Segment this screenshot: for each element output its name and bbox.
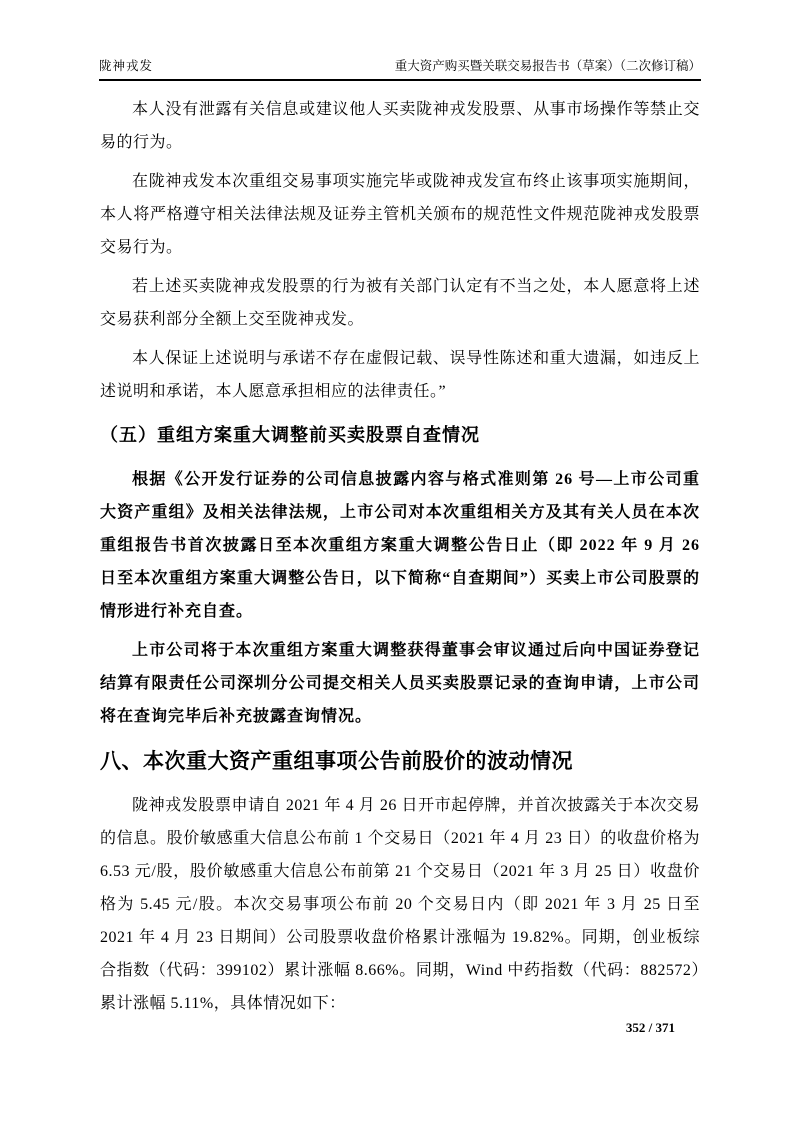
document-content — [100, 93, 700, 1026]
paragraph-no-leak-statement: 本人没有泄露有关信息或建议他人买卖陇神戎发股票、从事市场操作等禁止交易的行为。 — [100, 101, 700, 151]
page-header — [99, 56, 701, 81]
paragraph-self-check-basis: 根据《公开发行证券的公司信息披露内容与格式准则第 26 号—上市公司重大资产重组》及相关法律法规，上市公司对本次重组相关方及其有关人员在本次重组报告书首次披露日至本次重组方案重大调整公告日止（即 2022 年 9 月 26 日至本次重组方案重大调整公告日，以下简称“自查期间”）买卖上市公司股票的情形进行补充自查。 — [100, 471, 700, 620]
section-heading-5-self-check: （五）重组方案重大调整前买卖股票自查情况 — [100, 425, 480, 445]
paragraph-compliance-commitment: 在陇神戎发本次重组交易事项实施完毕或陇神戎发宣布终止该事项实施期间，本人将严格遵守相关法律法规及证券主管机关颁布的规范性文件规范陇神戎发股票交易行为。 — [100, 173, 700, 256]
paragraph-csdc-query: 上市公司将于本次重组方案重大调整获得董事会审议通过后向中国证券登记结算有限责任公司深圳分公司提交相关人员买卖股票记录的查询申请，上市公司将在查询完毕后补充披露查询情况。 — [100, 642, 700, 725]
paragraph-profit-surrender: 若上述买卖陇神戎发股票的行为被有关部门认定有不当之处，本人愿意将上述交易获利部分全额上交至陇神戎发。 — [100, 278, 700, 328]
page-number: 352 / 371 — [625, 1020, 675, 1035]
chapter-heading-8-price-fluctuation: 八、本次重大资产重组事项公告前股价的波动情况 — [100, 750, 573, 773]
paragraph-guarantee: 本人保证上述说明与承诺不存在虚假记载、误导性陈述和重大遗漏，如违反上述说明和承诺，本人愿意承担相应的法律责任。” — [100, 350, 700, 400]
paragraph-price-fluctuation: 陇神戎发股票申请自 2021 年 4 月 26 日开市起停牌，并首次披露关于本次交易的信息。股价敏感重大信息公布前 1 个交易日（2021 年 4 月 23 日）的收盘价格为 6.53 元/股，股价敏感重大信息公布前第 21 个交易日（2021 年 3 月 25 日）收盘价格为 5.45 元/股。本次交易事项公布前 20 个交易日内（即 2021 年 3 月 25 日至 2021 年 4 月 23 日期间）公司股票收盘价格累计涨幅为 19.82%。同期，创业板综合指数（代码：399102）累计涨幅 8.66%。同期，Wind 中药指数（代码：882572）累计涨幅 5.11%，具体情况如下： — [100, 797, 700, 1012]
header-company-name: 陇神戎发 — [99, 59, 154, 73]
header-report-title: 重大资产购买暨关联交易报告书（草案）（二次修订稿） — [394, 59, 701, 73]
